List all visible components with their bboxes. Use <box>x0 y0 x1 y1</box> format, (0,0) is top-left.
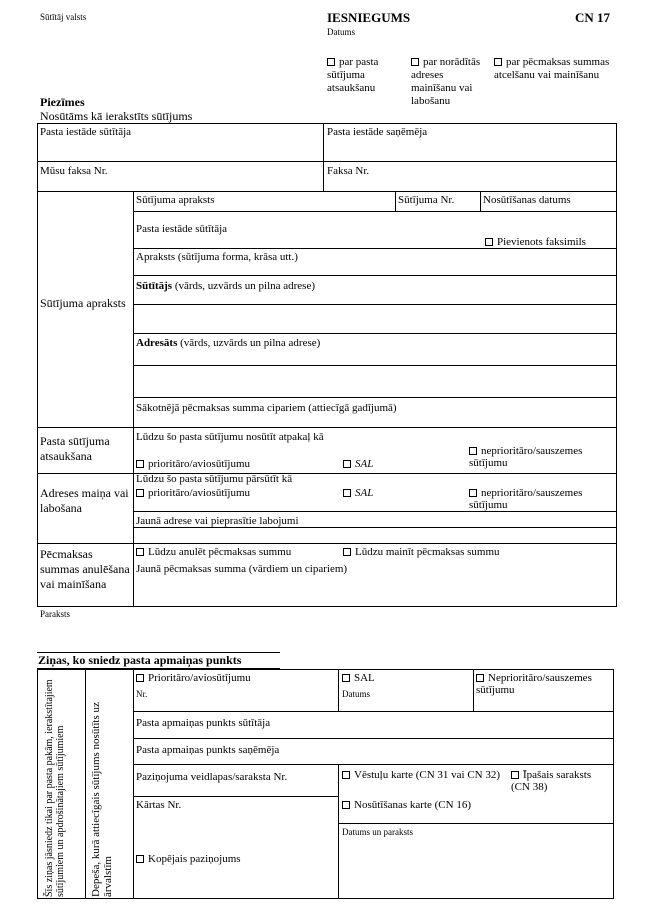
notice-form-number-field[interactable]: Paziņojuma veidlapas/saraksta Nr. <box>136 771 288 783</box>
recall-non-priority-option[interactable]: neprioritāro/sauszemes sūtījumu <box>469 445 583 469</box>
address-non-priority-option[interactable]: neprioritāro/sauszemes sūtījumu <box>469 487 583 511</box>
cod-cancel-option[interactable]: Lūdzu anulēt pēcmaksas summu <box>136 546 291 558</box>
option-cod-change[interactable]: par pēcmaksas summas atcelšanu vai mainīšanu <box>494 56 610 81</box>
item-description-field[interactable]: Sūtījuma apraksts <box>136 194 215 206</box>
exchange-sending-point-field[interactable]: Pasta apmaiņas punkts sūtītāja <box>136 717 271 729</box>
cod-section-label: Pēcmaksas summas anulēšana vai mainīšana <box>40 547 130 591</box>
option-cod-checkbox[interactable] <box>494 58 502 66</box>
serial-number-field[interactable]: Kārtas Nr. <box>136 799 182 811</box>
recall-non-priority-checkbox[interactable] <box>469 447 477 455</box>
details-field[interactable]: Apraksts (sūtījuma forma, krāsa utt.) <box>136 251 298 263</box>
exchange-date-field[interactable]: Datums <box>342 689 370 699</box>
address-change-section-label: Adreses maiņa vai labošana <box>40 486 129 515</box>
sender-field[interactable]: Sūtītājs (vārds, uzvārds un pilna adrese) <box>136 280 316 292</box>
exchange-number-field[interactable]: Nr. <box>136 689 148 699</box>
option-address-change[interactable]: par norādītās adreses mainīšanu vai labošanu <box>411 56 481 107</box>
letter-bill-option[interactable]: Vēstuļu karte (CN 31 vai CN 32) <box>342 769 502 781</box>
fax-field[interactable]: Faksa Nr. <box>327 165 370 177</box>
address-priority-option[interactable]: prioritāro/aviosūtījumu <box>136 487 250 499</box>
option-recall[interactable]: par pasta sūtījuma atsaukšanu <box>327 56 379 94</box>
recall-sal-checkbox[interactable] <box>343 460 351 468</box>
dispatch-note-option[interactable]: Nosūtīšanas karte (CN 16) <box>342 799 471 811</box>
exchange-non-priority-checkbox[interactable] <box>476 674 484 682</box>
form-code: CN 17 <box>575 10 611 25</box>
signature-label: Paraksts <box>40 609 70 619</box>
recall-priority-option[interactable]: prioritāro/aviosūtījumu <box>136 458 250 470</box>
item-number-field[interactable]: Sūtījuma Nr. <box>398 194 455 206</box>
form-title: IESNIEGUMS <box>327 10 411 25</box>
recall-section-label: Pasta sūtījuma atsaukšana <box>40 434 110 463</box>
description-sending-office-field[interactable]: Pasta iestāde sūtītāja <box>136 223 228 235</box>
address-priority-checkbox[interactable] <box>136 489 144 497</box>
facsimile-option[interactable]: Pievienots faksimils <box>485 236 586 248</box>
joint-notice-option[interactable]: Kopējais paziņojums <box>136 853 241 865</box>
exchange-priority-checkbox[interactable] <box>136 674 144 682</box>
special-list-option[interactable]: Īpašais saraksts (CN 38) <box>511 769 592 793</box>
sending-office-field[interactable]: Pasta iestāde sūtītāja <box>40 126 132 138</box>
option-address-checkbox[interactable] <box>411 58 419 66</box>
recall-priority-checkbox[interactable] <box>136 460 144 468</box>
letter-bill-checkbox[interactable] <box>342 771 350 779</box>
description-section-label: Sūtījuma apraksts <box>40 296 126 310</box>
exchange-side-note-1: Šīs ziņas jāsniedz tikai par pasta pakām, ierakstītajiem sūtījumiem un apdrošinātajiem sūtījumiem <box>44 679 66 897</box>
date-signature-field[interactable]: Datums un paraksts <box>342 827 413 837</box>
exchange-sal-option[interactable]: SAL <box>342 672 375 684</box>
exchange-sal-checkbox[interactable] <box>342 674 350 682</box>
exchange-heading: Ziņas, ko sniedz pasta apmaiņas punkts <box>38 653 242 667</box>
cod-change-checkbox[interactable] <box>343 548 351 556</box>
address-sal-option[interactable]: SAL <box>343 487 373 499</box>
recall-sal-option[interactable]: SAL <box>343 458 373 470</box>
dispatch-note-checkbox[interactable] <box>342 801 350 809</box>
new-cod-amount-field[interactable]: Jaunā pēcmaksas summa (vārdiem un cipariem) <box>136 563 348 575</box>
receiving-office-field[interactable]: Pasta iestāde saņēmēja <box>327 126 428 138</box>
new-address-field[interactable]: Jaunā adrese vai pieprasītie labojumi <box>136 515 299 527</box>
cod-amount-field[interactable]: Sākotnējā pēcmaksas summa cipariem (attiecīgā gadījumā) <box>136 402 397 414</box>
address-change-request: Lūdzu šo pasta sūtījumu pārsūtīt kā <box>136 473 293 485</box>
special-list-checkbox[interactable] <box>511 771 519 779</box>
joint-notice-checkbox[interactable] <box>136 855 144 863</box>
exchange-receiving-point-field[interactable]: Pasta apmaiņas punkts saņēmēja <box>136 744 280 756</box>
sender-country-label: Sūtītāj valsts <box>40 12 87 22</box>
date-label: Datums <box>327 27 355 37</box>
addressee-field[interactable]: Adresāts (vārds, uzvārds un pilna adrese) <box>136 337 321 349</box>
cod-change-option[interactable]: Lūdzu mainīt pēcmaksas summu <box>343 546 500 558</box>
our-fax-field[interactable]: Mūsu faksa Nr. <box>40 165 108 177</box>
facsimile-checkbox[interactable] <box>485 238 493 246</box>
exchange-non-priority-option[interactable]: Neprioritāro/sauszemes sūtījumu <box>476 672 592 696</box>
send-as-registered: Nosūtāms kā ierakstīts sūtījums <box>40 109 193 123</box>
notes-label: Piezīmes <box>40 95 85 109</box>
address-sal-checkbox[interactable] <box>343 489 351 497</box>
cod-cancel-checkbox[interactable] <box>136 548 144 556</box>
exchange-side-note-2: Depeša, kurā attiecīgais sūtījums nosūtīts uz ārvalstīm <box>90 702 114 897</box>
address-non-priority-checkbox[interactable] <box>469 489 477 497</box>
option-recall-checkbox[interactable] <box>327 58 335 66</box>
posting-date-field[interactable]: Nosūtīšanas datums <box>483 194 571 206</box>
exchange-priority-option[interactable]: Prioritāro/aviosūtījumu <box>136 672 251 684</box>
recall-request: Lūdzu šo pasta sūtījumu nosūtīt atpakaļ kā <box>136 431 324 443</box>
